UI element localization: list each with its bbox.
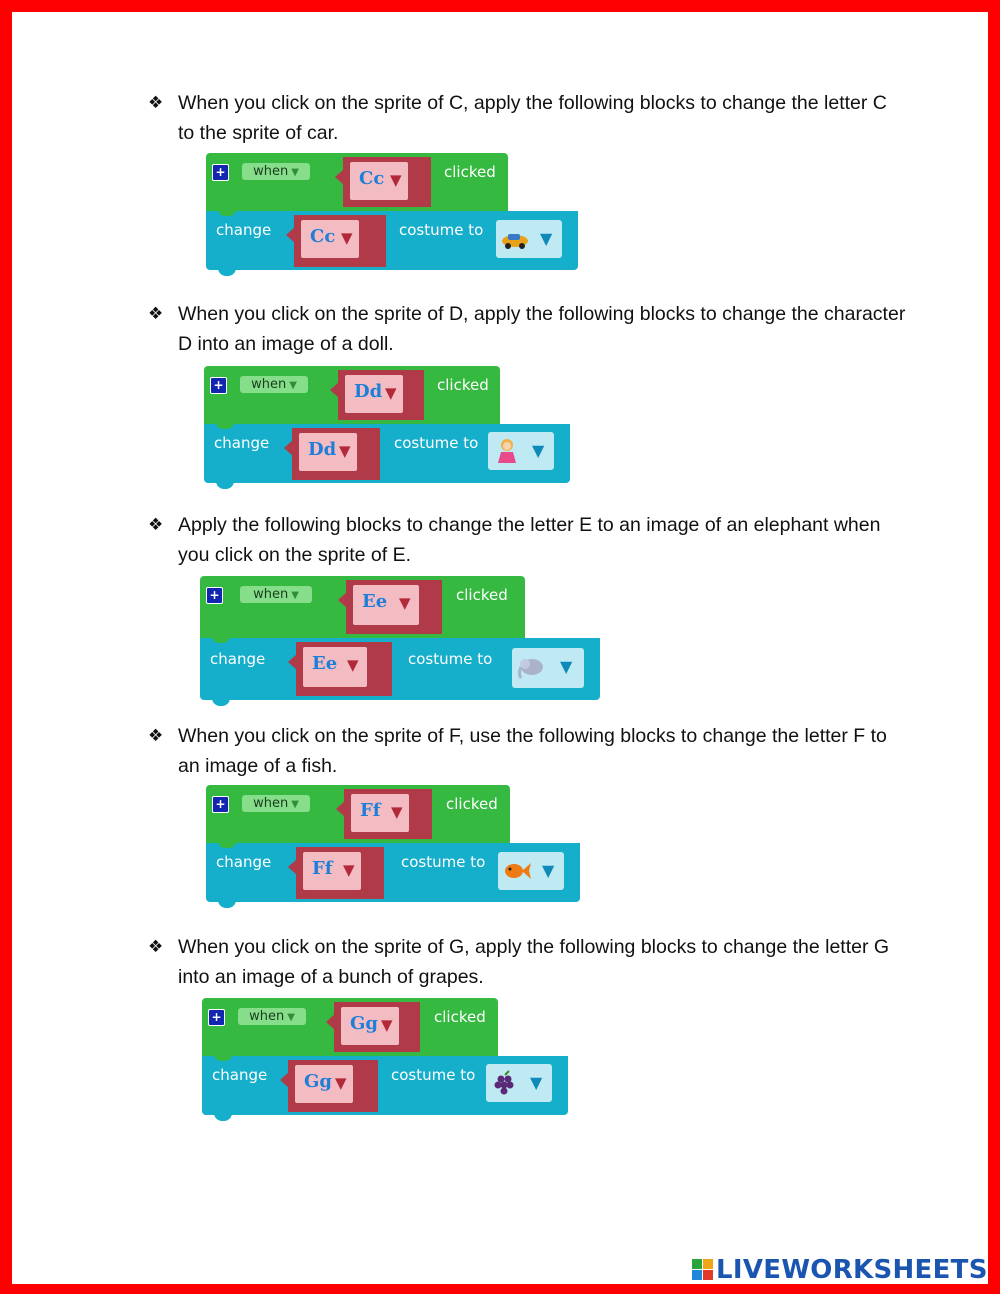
sprite-letter: Cc [310, 226, 336, 247]
costume-to-label: costume to [399, 221, 484, 239]
sprite-selector[interactable] [296, 642, 392, 696]
when-dropdown[interactable]: when ▼ [242, 163, 310, 180]
sprite-selector[interactable] [292, 428, 380, 480]
clicked-label: clicked [437, 376, 489, 394]
dropdown-arrow-icon: ▼ [341, 229, 353, 247]
change-costume-block[interactable] [202, 1056, 568, 1115]
costume-to-label: costume to [401, 853, 486, 871]
sprite-selector[interactable] [294, 215, 386, 267]
diamond-bullet-icon: ❖ [148, 937, 164, 956]
costume-selector[interactable] [498, 852, 564, 890]
task-g [148, 932, 908, 992]
sprite-selector[interactable] [334, 1002, 420, 1052]
costume-to-label: costume to [391, 1066, 476, 1084]
when-dropdown[interactable]: when ▼ [242, 795, 310, 812]
sprite-letter: Ff [360, 800, 381, 821]
plus-icon[interactable]: + [212, 796, 229, 813]
sprite-selector[interactable] [338, 370, 424, 420]
dropdown-arrow-icon: ▼ [530, 1073, 543, 1092]
dropdown-arrow-icon: ▼ [381, 1016, 393, 1034]
costume-selector[interactable] [512, 648, 584, 688]
dropdown-arrow-icon: ▼ [399, 594, 411, 612]
dropdown-arrow-icon: ▼ [347, 656, 359, 674]
costume-selector[interactable] [486, 1064, 552, 1102]
costume-selector[interactable] [488, 432, 554, 470]
instruction-text: ❖ Apply the following blocks to change the letter E to an image of an elephant when you click on the sprite of E. [148, 510, 908, 570]
costume-selector[interactable] [496, 220, 562, 258]
clicked-label: clicked [446, 795, 498, 813]
change-costume-block[interactable] [206, 843, 580, 902]
dropdown-arrow-icon: ▼ [390, 171, 402, 189]
sprite-letter: Gg [304, 1071, 332, 1092]
change-label: change [212, 1066, 268, 1084]
sprite-selector[interactable] [343, 157, 431, 207]
change-costume-block[interactable] [204, 424, 570, 483]
dropdown-arrow-icon: ▼ [540, 229, 553, 248]
logo-text: LIVEWORKSHEETS [716, 1255, 988, 1285]
when-dropdown[interactable]: when ▼ [240, 376, 308, 393]
sprite-selector[interactable] [296, 847, 384, 899]
doll-icon [492, 438, 522, 464]
costume-to-label: costume to [394, 434, 479, 452]
sprite-letter: Ee [312, 653, 338, 674]
dropdown-arrow-icon: ▼ [560, 657, 573, 676]
diamond-bullet-icon: ❖ [148, 93, 164, 112]
change-label: change [210, 650, 266, 668]
elephant-icon [516, 654, 546, 680]
when-dropdown[interactable]: when ▼ [238, 1008, 306, 1025]
dropdown-arrow-icon: ▼ [532, 441, 545, 460]
costume-to-label: costume to [408, 650, 493, 668]
sprite-letter: Dd [354, 381, 383, 402]
plus-icon[interactable]: + [212, 164, 229, 181]
task-e [148, 510, 908, 570]
diamond-bullet-icon: ❖ [148, 726, 164, 745]
change-label: change [216, 221, 272, 239]
car-icon [500, 226, 530, 252]
sprite-letter: Dd [308, 439, 337, 460]
clicked-label: clicked [444, 163, 496, 181]
dropdown-arrow-icon: ▼ [542, 861, 555, 880]
sprite-selector[interactable] [346, 580, 442, 634]
diamond-bullet-icon: ❖ [148, 304, 164, 323]
diamond-bullet-icon: ❖ [148, 515, 164, 534]
dropdown-arrow-icon: ▼ [343, 861, 355, 879]
change-costume-block[interactable] [206, 211, 578, 270]
task-d [148, 299, 908, 359]
when-dropdown[interactable]: when ▼ [240, 586, 312, 603]
plus-icon[interactable]: + [206, 587, 223, 604]
sprite-selector[interactable] [344, 789, 432, 839]
change-label: change [216, 853, 272, 871]
clicked-label: clicked [434, 1008, 486, 1026]
dropdown-arrow-icon: ▼ [385, 384, 397, 402]
instruction-text: ❖ When you click on the sprite of C, apply the following blocks to change the letter C to the sprite of car. [148, 88, 908, 148]
change-label: change [214, 434, 270, 452]
instruction-text: ❖ When you click on the sprite of D, apply the following blocks to change the character D into an image of a doll. [148, 299, 908, 359]
logo-squares-icon [692, 1259, 714, 1281]
change-costume-block[interactable] [200, 638, 600, 700]
sprite-letter: Ee [362, 591, 388, 612]
sprite-letter: Ff [312, 858, 333, 879]
task-f [148, 721, 908, 781]
clicked-label: clicked [456, 586, 508, 604]
task-c [148, 88, 908, 148]
sprite-selector[interactable] [288, 1060, 378, 1112]
plus-icon[interactable]: + [210, 377, 227, 394]
instruction-text: ❖ When you click on the sprite of G, apply the following blocks to change the letter G into an image of a bunch of grapes. [148, 932, 908, 992]
sprite-letter: Cc [359, 168, 385, 189]
fish-icon [502, 858, 532, 884]
instruction-text: ❖ When you click on the sprite of F, use the following blocks to change the letter F to an image of a fish. [148, 721, 908, 781]
dropdown-arrow-icon: ▼ [391, 803, 403, 821]
dropdown-arrow-icon: ▼ [339, 442, 351, 460]
sprite-letter: Gg [350, 1013, 378, 1034]
dropdown-arrow-icon: ▼ [335, 1074, 347, 1092]
plus-icon[interactable]: + [208, 1009, 225, 1026]
grapes-icon [490, 1070, 520, 1096]
